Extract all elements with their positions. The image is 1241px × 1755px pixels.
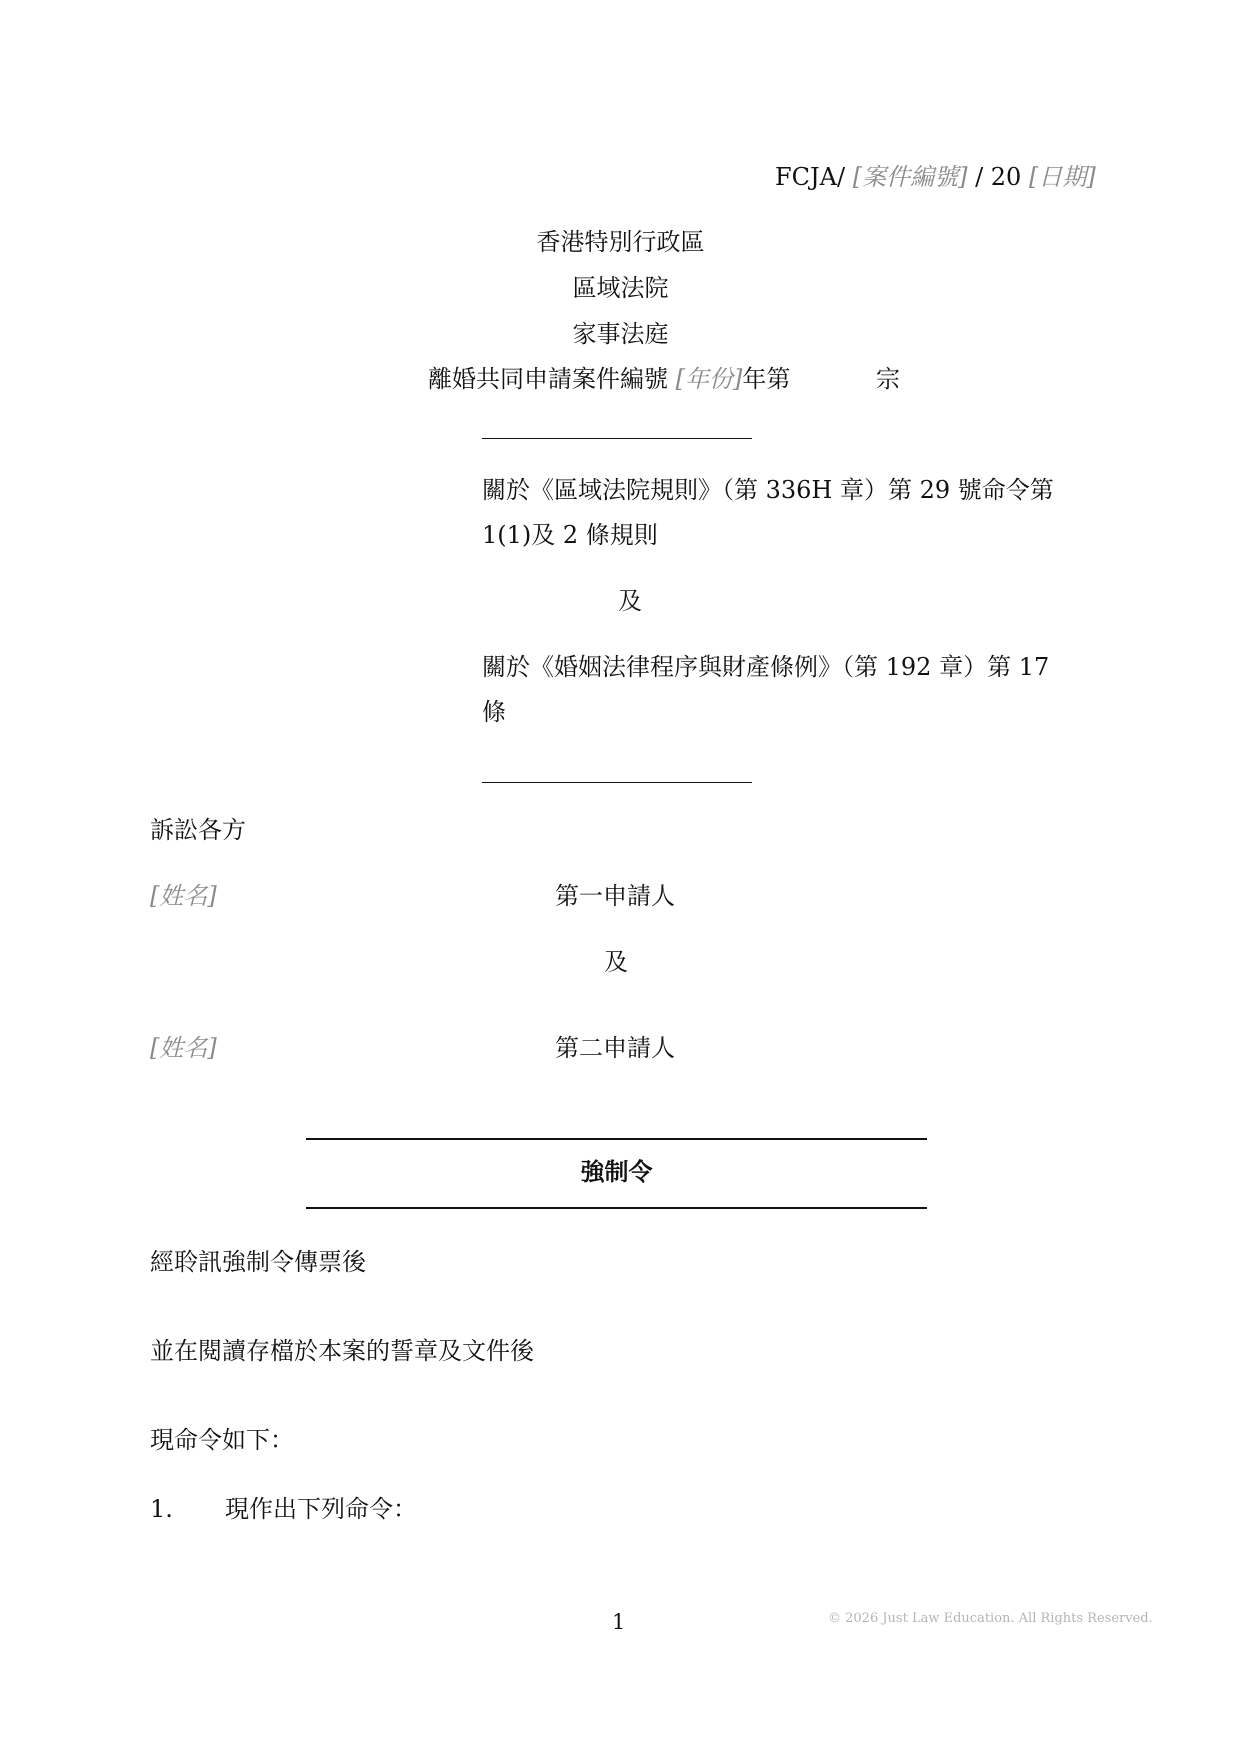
date-placeholder: [日期] (1028, 163, 1096, 191)
case-line-suffix: 宗 (876, 365, 900, 393)
court-name-line1: 香港特別行政區 (536, 228, 705, 256)
case-number-line (428, 367, 790, 391)
parties-and: 及 (604, 948, 628, 976)
document-title: 強制令 (580, 1157, 653, 1186)
case-number-placeholder: [案件編號] (852, 163, 968, 191)
case-line-prefix: 離婚共同申請案件編號 (428, 365, 676, 393)
applicant2-name-placeholder: [姓名] (150, 1034, 217, 1062)
order-paragraph-2: 並在閱讀存檔於本案的誓章及文件後 (150, 1337, 534, 1365)
matter-1-line1: 關於《區域法院規則》（第 336H 章）第 29 號命令第 (482, 476, 1054, 504)
copyright-notice: © 2026 Just Law Education. All Rights Reserved. (828, 1611, 1153, 1626)
matter-2-line2: 條 (482, 698, 506, 726)
applicant1-name-placeholder: [姓名] (150, 882, 217, 910)
case-line-mid: 年第 (742, 365, 791, 393)
applicant1-role: 第一申請人 (555, 882, 675, 910)
applicant2-role: 第二申請人 (555, 1034, 675, 1062)
case-ref-middle: / 20 (967, 163, 1029, 191)
parties-heading: 訴訟各方 (150, 816, 246, 844)
order-item-1-text: 現作出下列命令： (225, 1495, 417, 1523)
order-paragraph-1: 經聆訊強制令傳票後 (150, 1248, 366, 1276)
matter-and: 及 (618, 587, 642, 615)
year-placeholder: [年份] (675, 365, 743, 393)
order-paragraph-3: 現命令如下： (150, 1426, 294, 1454)
matter-1-line2: 1(1)及 2 條規則 (482, 521, 658, 549)
court-name-line2: 區域法院 (572, 274, 669, 302)
court-name-line3: 家事法庭 (572, 320, 669, 348)
case-ref-prefix: FCJA/ (775, 163, 846, 191)
divider-top (482, 438, 752, 439)
order-item-1-number: 1. (150, 1495, 173, 1523)
title-rule-top (306, 1138, 927, 1140)
title-rule-bottom (306, 1207, 927, 1209)
page-number: 1 (612, 1610, 626, 1634)
matter-2-line1: 關於《婚姻法律程序與財產條例》（第 192 章）第 17 (482, 653, 1050, 681)
case-reference (775, 165, 1096, 189)
divider-middle (482, 782, 752, 783)
